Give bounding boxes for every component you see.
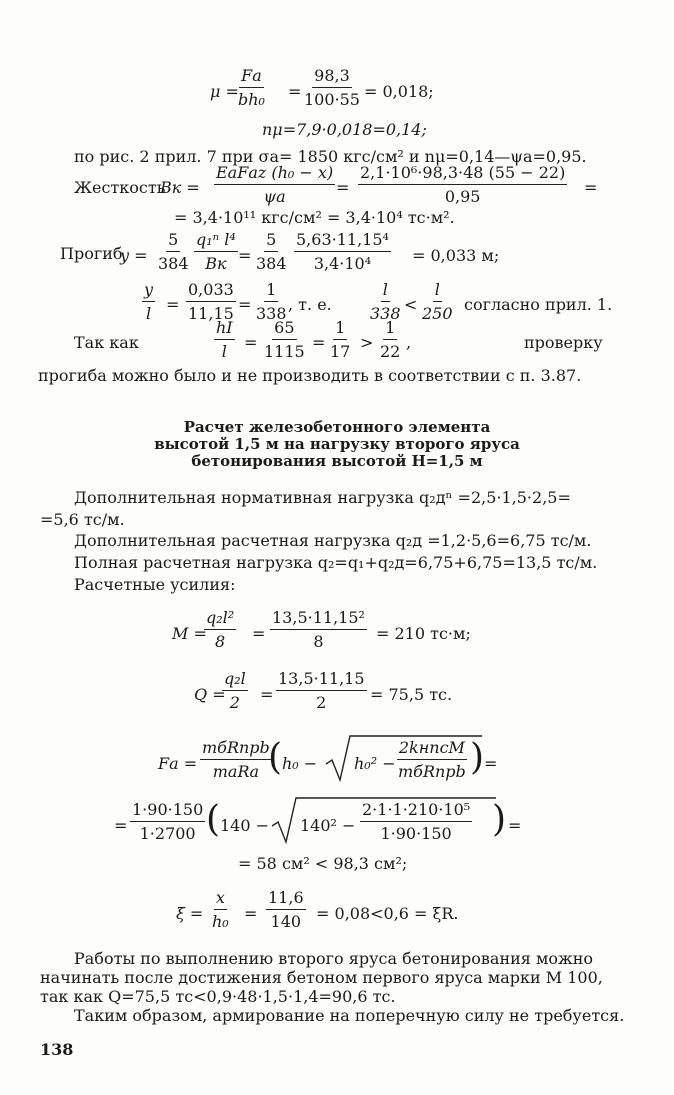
- moment-eq: =: [252, 624, 266, 643]
- moment-frac-1: $\frac{\text{q₂l²}}{8}$: [206, 608, 235, 651]
- fa2-paren-close: ): [492, 799, 507, 840]
- fa2-inner-frac: $\frac{\text{2·1·1·210·10⁵}}{1\cdot 90\cdot 150}$: [362, 800, 471, 843]
- ratio-lt: <: [404, 295, 418, 314]
- para-add-norm-1: Дополнительная нормативная нагрузка q₂дⁿ =2,5·1,5·2,5=: [74, 488, 571, 507]
- fa2-140sq: 140² −: [300, 816, 356, 835]
- fa2-140: 140 −: [220, 816, 270, 835]
- since-frac-3: $\frac{1}{17}$: [330, 318, 351, 361]
- deflection-label: Прогиб: [60, 244, 123, 263]
- shear-result: = 75,5 тс.: [370, 685, 453, 704]
- stiffness-result: = 3,4·10¹¹ кгс/см² = 3,4·10⁴ тс·м².: [174, 208, 455, 227]
- fa-lhs: Fа =: [158, 754, 198, 773]
- para-add-calc: Дополнительная расчетная нагрузка q₂д =1,2·5,6=6,75 тс/м.: [74, 531, 592, 550]
- page-number: 138: [40, 1040, 74, 1059]
- shear-frac-1: $\frac{\text{q₂l}}{2}$: [224, 669, 246, 712]
- since-frac-1: $\frac{hI}{l}$: [216, 318, 233, 361]
- since-frac-2: $\frac{65}{1115}$: [264, 318, 305, 361]
- ratio-eq-2: =: [238, 295, 252, 314]
- fa-inner-frac: 2kнnсM mбRпрb: [398, 738, 466, 781]
- fa-eq: =: [484, 754, 498, 773]
- fa-h0: h₀ −: [282, 754, 318, 773]
- since-eq-2: =: [312, 333, 326, 352]
- para-forces: Расчетные усилия:: [74, 575, 236, 594]
- deflection-para-end: прогиба можно было и не производить в соответствии с п. 3.87.: [38, 366, 582, 385]
- fa2-paren-open: (: [206, 799, 221, 840]
- deflection-coef: $\frac{5}{384}$: [158, 230, 189, 273]
- para-conclusion: Таким образом, армирование на поперечную силу не требуется.: [74, 1006, 625, 1025]
- stiffness-eq-2: =: [584, 178, 598, 197]
- since-label: Так как: [74, 333, 139, 352]
- para-works-2: начинать после достижения бетоном первого яруса марки М 100,: [40, 968, 603, 987]
- ratio-frac-2: $\frac{0,033}{11,15}$: [188, 280, 234, 323]
- moment-frac-2: $\frac{\text{13,5·11,15²}}{8}$: [272, 608, 365, 651]
- para-full-calc: Полная расчетная нагрузка q₂=q₁+q₂д=6,75+6,75=13,5 тс/м.: [74, 553, 598, 572]
- fa-result: = 58 см² < 98,3 см²;: [238, 854, 408, 873]
- mu-frac-1: Fа bh₀: [238, 66, 265, 109]
- moment-result: = 210 тс·м;: [376, 624, 471, 643]
- stiffness-frac-2: $\frac{\text{2,1·10⁶·98,3·48 (55 − 22)}}{0,95}$: [360, 163, 566, 206]
- since-eq-1: =: [244, 333, 258, 352]
- xi-lhs: ξ =: [176, 904, 204, 923]
- fa2-end-eq: =: [508, 816, 522, 835]
- fa-h0sq: h₀² −: [354, 754, 396, 773]
- para-works-3: так как Q=75,5 тс<0,9·48·1,5·1,4=90,6 тс.: [40, 987, 396, 1006]
- since-frac-4: $\frac{1}{22}$: [380, 318, 401, 361]
- mu-result: = 0,018;: [364, 82, 434, 101]
- section-heading-2: высотой 1,5 м на нагрузку второго яруса: [154, 435, 520, 453]
- fa-paren-open: (: [268, 737, 283, 778]
- ratio-frac-4: $\frac{l}{338}$: [370, 280, 401, 323]
- deflection-frac-1: q₁ⁿ l⁴ Bк: [196, 230, 236, 273]
- mu-lhs: μ =: [210, 82, 239, 101]
- deflection-coef-2: $\frac{5}{384}$: [256, 230, 287, 273]
- ratio-note: согласно прил. 1.: [464, 295, 613, 314]
- deflection-lhs: y =: [120, 246, 148, 265]
- stiffness-lhs: Bк =: [160, 178, 200, 197]
- fa-paren-close: ): [470, 737, 485, 778]
- shear-frac-2: $\frac{13,5\cdot 11,15}{2}$: [278, 669, 365, 712]
- fa2-frac: $\frac{1\cdot 90\cdot 150}{1\cdot 2700}$: [132, 800, 204, 843]
- deflection-frac-2: $\frac{\text{5,63·11,15⁴}}{\text{3,4·10⁴}}$: [296, 230, 389, 273]
- shear-lhs: Q =: [194, 685, 226, 704]
- since-gt: >: [360, 333, 374, 352]
- mu-frac-2: $\frac{98,3}{100\cdot 55}$: [304, 66, 360, 109]
- since-right-text: проверку: [524, 333, 603, 352]
- para-works-1: Работы по выполнению второго яруса бетонирования можно: [74, 949, 594, 968]
- ratio-te: , т. е.: [288, 295, 332, 314]
- since-comma: ,: [406, 333, 412, 352]
- ratio-frac-5: $\frac{l}{250}$: [422, 280, 453, 323]
- deflection-eq: =: [238, 246, 252, 265]
- stiffness-label: Жесткость: [74, 178, 166, 197]
- section-heading-3: бетонирования высотой H=1,5 м: [191, 452, 483, 470]
- shear-eq: =: [260, 685, 274, 704]
- deflection-result: = 0,033 м;: [412, 246, 500, 265]
- ratio-frac-1: $\frac{y}{l}$: [144, 280, 154, 323]
- ratio-eq-1: =: [166, 295, 180, 314]
- xi-eq: =: [244, 904, 258, 923]
- section-heading-1: Расчет железобетонного элемента: [183, 418, 491, 436]
- moment-lhs: M =: [172, 624, 207, 643]
- fa2-eq: =: [114, 816, 128, 835]
- xi-frac-2: $\frac{11,6}{140}$: [268, 888, 304, 931]
- xi-frac-1: $\frac{x}{\text{h₀}}$: [212, 888, 229, 931]
- para-add-norm-2: =5,6 тс/м.: [40, 510, 125, 529]
- fa-frac-1: mбRпрb mаRа: [202, 738, 270, 781]
- nmu-line: nμ=7,9·0,018=0,14;: [262, 120, 427, 139]
- mu-eq: =: [288, 82, 302, 101]
- stiffness-frac-1: EаFаz (h₀ − x) ψа: [216, 163, 334, 206]
- stiffness-eq: =: [336, 178, 350, 197]
- xi-result: = 0,08<0,6 = ξR.: [316, 904, 459, 923]
- ratio-frac-3: $\frac{1}{338}$: [256, 280, 287, 323]
- fig-line: по рис. 2 прил. 7 при σа= 1850 кгс/см² и nμ=0,14—ψа=0,95.: [74, 147, 587, 166]
